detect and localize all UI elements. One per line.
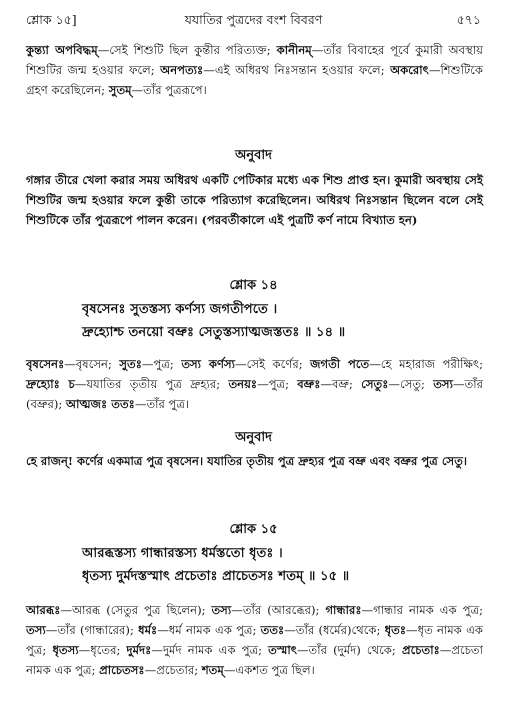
- header-chapter-title: যযাতির পুত্রদের বংশ বিবরণ: [184, 12, 323, 27]
- verse-15-heading: শ্লোক ১৫: [229, 522, 278, 537]
- synonym-gloss: —দুর্মদ নামক এক পুত্র;: [151, 643, 269, 657]
- synonym-gloss: —সেতু;: [388, 377, 434, 391]
- synonym-term: ধৃতস্য: [52, 643, 79, 657]
- synonym-term: তস্য: [433, 377, 453, 391]
- synonym-gloss: —প্রচেতা নামক এক পুত্র;: [26, 643, 483, 677]
- synonym-term: প্রচেতাঃ: [401, 643, 440, 657]
- synonym-term: ধর্মঃ: [138, 623, 158, 637]
- synonym-term: সুতম্: [108, 83, 132, 97]
- header-verse-ref: শ্লোক ১৫]: [26, 12, 77, 27]
- synonym-term: কানীনম্: [276, 43, 312, 57]
- synonym-term: তস্য: [211, 603, 232, 617]
- page-number: ৫৭১: [456, 12, 481, 27]
- verse-14-line-1: বৃষসেনঃ সুতস্তস্য কর্ণস্য জগতীপতে ।: [82, 302, 278, 317]
- verse-15-line-1: আরব্ধস্তস্য গান্ধারস্তস্য ধর্মস্ততো ধৃতঃ ।: [82, 546, 283, 561]
- synonym-gloss: —হে মহারাজ পরীক্ষিৎ;: [369, 357, 483, 371]
- synonym-gloss: —আরব্ধ (সেতুর পুত্র ছিলেন);: [60, 603, 212, 617]
- synonym-term: কুন্ত্যা অপবিদ্ধম্: [26, 43, 98, 57]
- synonym-gloss: —পুত্র;: [257, 377, 298, 391]
- synonym-term: তস্য: [26, 623, 46, 637]
- synonym-gloss: —বভ্রু;: [320, 377, 362, 391]
- synonym-gloss: —যযাতির তৃতীয় পুত্র দ্রুহ্যর;: [74, 377, 229, 391]
- synonym-term: বৃষসেনঃ: [26, 357, 65, 371]
- synonym-term: ততঃ: [260, 623, 285, 637]
- verse-14-heading: শ্লোক ১৪: [229, 278, 278, 293]
- running-header: [26, 10, 481, 30]
- synonym-term: দুর্মদঃ: [126, 643, 152, 657]
- synonym-term: গান্ধারঃ: [325, 603, 362, 617]
- synonym-gloss: —বৃষসেন;: [64, 357, 120, 371]
- synonym-gloss: —শিশুটিকে গ্রহণ করেছিলেন;: [26, 63, 483, 97]
- synonym-term: সুতঃ: [119, 357, 142, 371]
- verse-15-line-2: ধৃতস্য দুর্মদস্তস্মাৎ প্রচেতাঃ প্রাচেতসঃ শতম্ ॥ ১৫ ॥: [82, 569, 350, 584]
- verse-14-line-2: দ্রুহ্যোশ্চ তনয়ো বভ্রুঃ সেতুস্তস্যাত্মজস্ততঃ ॥ ১৪ ॥: [82, 325, 346, 340]
- synonym-gloss: —তাঁর (দুর্মদ) থেকে;: [296, 643, 402, 657]
- translation-heading-2: অনুবাদ: [235, 430, 272, 445]
- synonym-term: প্রাচেতসঃ: [99, 663, 145, 677]
- synonyms-paragraph-14: [26, 354, 483, 434]
- synonym-term: শতম্: [201, 663, 224, 677]
- synonym-gloss: —ধৃতের;: [78, 643, 127, 657]
- synonyms-paragraph-top: [26, 40, 483, 120]
- synonym-gloss: —তাঁর (ধর্মের)থেকে;: [284, 623, 385, 637]
- synonym-gloss: —তাঁর বিবাহের পূর্বে কুমারী অবস্থায় শিশুটির জন্ম হওয়ার ফলে;: [26, 43, 484, 77]
- synonym-gloss: —তাঁর (আরব্ধের);: [231, 603, 326, 617]
- synonym-term: আত্মজঃ ততঃ: [65, 397, 135, 411]
- synonym-term: অকরোৎ: [390, 63, 429, 77]
- synonym-term: অনপত্যঃ: [160, 63, 204, 77]
- synonym-term: দ্রুহ্যোঃ চ: [26, 377, 75, 391]
- synonym-gloss: —গান্ধার নামক এক পুত্র;: [361, 603, 483, 617]
- synonym-gloss: —তাঁর পুত্র।: [134, 397, 190, 411]
- synonym-gloss: —তাঁর পুত্ররূপে।: [131, 83, 207, 97]
- synonym-gloss: —ধর্ম নামক এক পুত্র;: [157, 623, 261, 637]
- synonym-term: বভ্রুঃ: [297, 377, 321, 391]
- synonym-gloss: —সেই শিশুটি ছিল কুন্তীর পরিত্যক্ত;: [97, 43, 277, 57]
- synonym-term: জগতী পতে: [310, 357, 370, 371]
- synonym-gloss: —ধৃত নামক এক পুত্র;: [26, 623, 483, 657]
- translation-paragraph-1: গঙ্গার তীরে খেলা করার সময় অধিরথ একটি পেটিকার মধ্যে এক শিশু প্রাপ্ত হন। কুমারী অবস্থায় সেই শিশুটির জন্ম হওয়ার ফলে কুন্তী তাকে পরিত্যাগ করেছিলেন। অধিরথ নিঃসন্তান ছিলেন বলে সেই শিশুটিকে তাঁর পুত্ররূপে পালন করেন। (পরবর্তীকালে এই পুত্রটি কর্ণ নামে বিখ্যাত হন): [26, 173, 483, 227]
- synonym-term: সেতুঃ: [361, 377, 389, 391]
- synonyms-paragraph-15: [26, 600, 483, 700]
- synonym-gloss: —প্রচেতার;: [144, 663, 202, 677]
- synonym-gloss: —পুত্র;: [141, 357, 182, 371]
- synonym-gloss: —সেই কর্ণের;: [235, 357, 311, 371]
- synonym-term: আরব্ধঃ: [26, 603, 61, 617]
- synonym-term: তস্মাৎ: [268, 643, 297, 657]
- synonym-term: ধৃতঃ: [384, 623, 407, 637]
- translation-paragraph-2: হে রাজন্! কর্ণের একমাত্র পুত্র বৃষসেন। যযাতির তৃতীয় পুত্র দ্রুহ্যর পুত্র বভ্রু এবং বভ্রুর পুত্র সেতু।: [26, 454, 468, 468]
- synonym-gloss: —তাঁর (বভ্রুর);: [26, 377, 484, 411]
- synonym-gloss: —তাঁর (গান্ধারের);: [45, 623, 139, 637]
- synonym-gloss: —এই অধিরথ নিঃসন্তান হওয়ার ফলে;: [203, 63, 391, 77]
- synonym-gloss: —একশত পুত্র ছিল।: [223, 663, 315, 677]
- synonym-term: তনয়ঃ: [228, 377, 258, 391]
- synonym-term: তস্য কর্ণস্য: [181, 357, 236, 371]
- translation-heading-1: অনুবাদ: [235, 148, 272, 163]
